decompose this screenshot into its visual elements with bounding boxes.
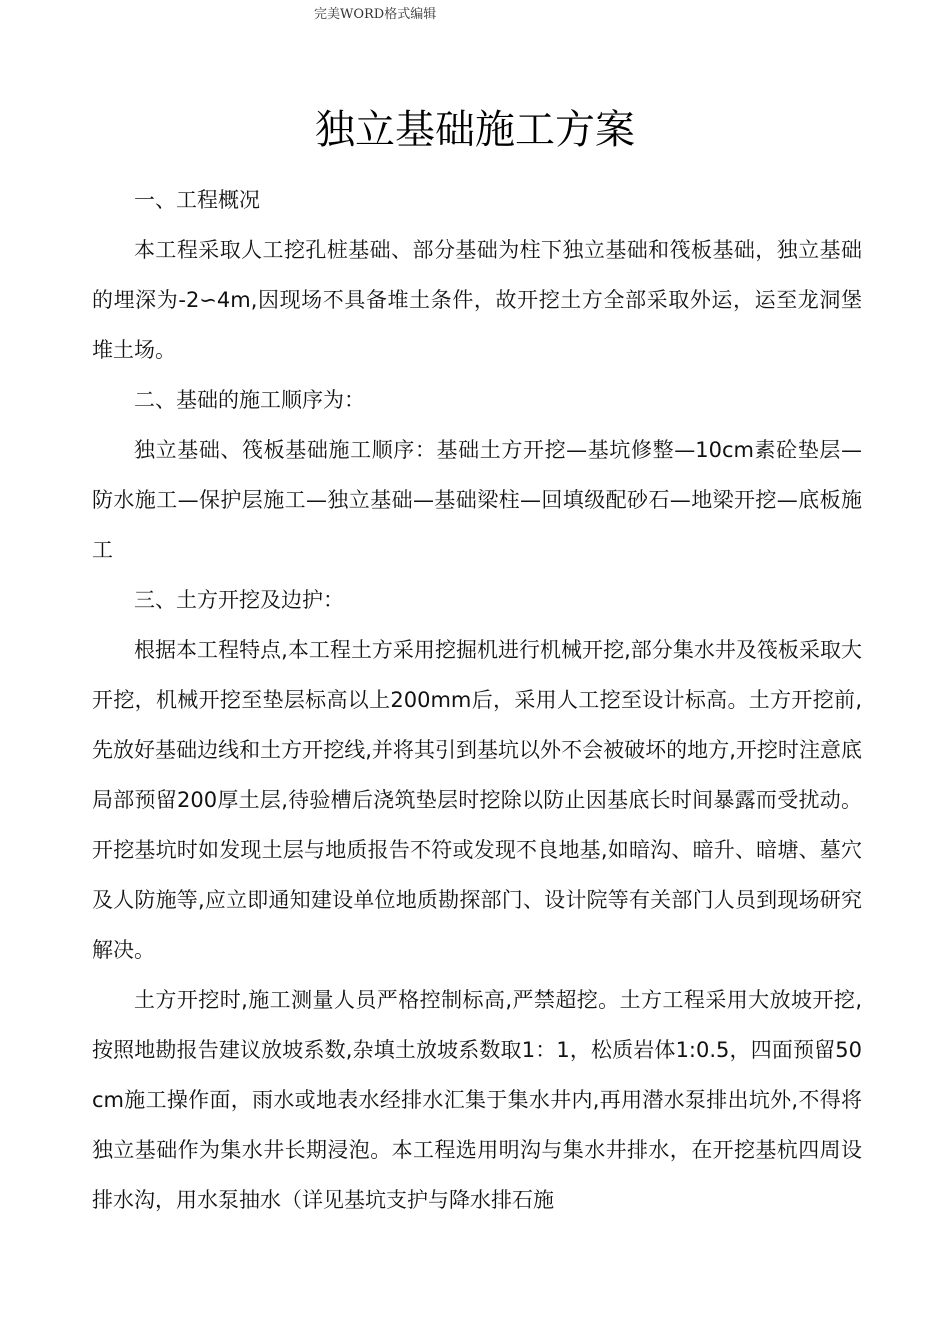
document-title: 独立基础施工方案 [315, 107, 635, 153]
section-heading-excavation: 三、土方开挖及边护： [134, 588, 344, 612]
header-watermark: 完美WORD格式编辑 [314, 7, 437, 22]
paragraph-excavation-control: 土方开挖时,施工测量人员严格控制标高,严禁超挖。土方工程采用大放坡开挖,按照地勘报告建议放坡系数,杂填土放坡系数取1：1，松质岩体1:0.5，四面预留50cm施工操作面，雨水或地表水经排水汇集于集水井内,再用潜水泵排出坑外,不得将独立基础作为集水井长期浸泡。本工程选用明沟与集水井排水，在开挖基杭四周设排水沟，用水泵抽水（详见基坑支护与降水排石施 [92, 988, 862, 1212]
paragraph-excavation-method: 根据本工程特点,本工程土方采用挖掘机进行机械开挖,部分集水井及筏板采取大开挖，机械开挖至垫层标高以上200mm后，采用人工挖至设计标高。土方开挖前,先放好基础边线和土方开挖线,并将其引到基坑以外不会被破坏的地方,开挖时注意底局部预留200厚土层,待验槽后浇筑垫层时挖除以防止因基底长时间暴露而受扰动。开挖基坑时如发现土层与地质报告不符或发现不良地基,如暗沟、暗升、暗塘、墓穴及人防施等,应立即通知建设单位地质勘探部门、设计院等有关部门人员到现场研究解决。 [92, 638, 862, 962]
paragraph-sequence: 独立基础、筏板基础施工顺序：基础土方开挖—基坑修整—10cm素砼垫层—防水施工—保护层施工—独立基础—基础梁柱—回填级配砂石—地梁开挖—底板施工 [92, 438, 862, 562]
section-heading-overview: 一、工程概况 [134, 188, 260, 212]
section-heading-sequence: 二、基础的施工顺序为： [134, 388, 365, 412]
document-body [92, 175, 862, 1225]
paragraph-overview: 本工程采取人工挖孔桩基础、部分基础为柱下独立基础和筏板基础，独立基础的埋深为-2∽4m,因现场不具备堆土条件，故开挖土方全部采取外运，运至龙洞堡堆土场。 [92, 238, 862, 362]
